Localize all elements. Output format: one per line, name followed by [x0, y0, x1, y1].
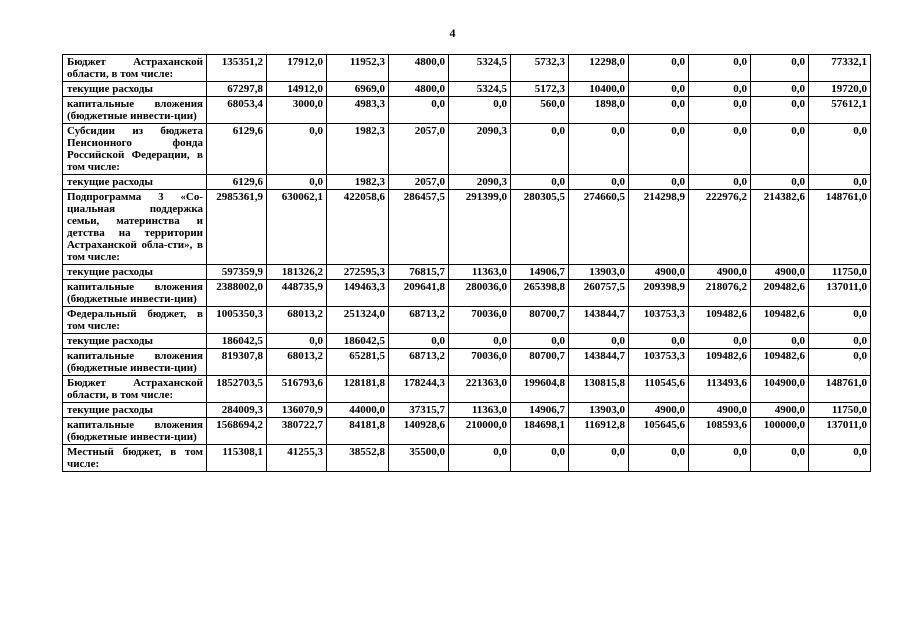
table-cell: 113493,6 — [689, 376, 751, 403]
table-cell: 0,0 — [389, 334, 449, 349]
table-cell: 265398,8 — [511, 280, 569, 307]
table-cell: 143844,7 — [569, 349, 629, 376]
table-cell: 0,0 — [809, 445, 871, 472]
table-cell: 13903,0 — [569, 265, 629, 280]
table-cell: 0,0 — [689, 124, 751, 175]
table-cell: 0,0 — [751, 445, 809, 472]
table-cell: 11750,0 — [809, 403, 871, 418]
table-cell: 17912,0 — [267, 55, 327, 82]
table-row — [63, 445, 871, 472]
table-cell: 0,0 — [511, 334, 569, 349]
table-cell: 109482,6 — [751, 349, 809, 376]
table-cell: 0,0 — [809, 175, 871, 190]
table-cell: 0,0 — [751, 334, 809, 349]
table-cell: 11952,3 — [327, 55, 389, 82]
table-cell: 5732,3 — [511, 55, 569, 82]
table-cell: 560,0 — [511, 97, 569, 124]
table-cell: 6129,6 — [207, 175, 267, 190]
row-label: Субсидии из бюджета Пенсионного фонда Российской Федерации, в том числе: — [63, 124, 207, 175]
table-cell: 104900,0 — [751, 376, 809, 403]
table-cell: 10400,0 — [569, 82, 629, 97]
table-cell: 181326,2 — [267, 265, 327, 280]
table-cell: 6969,0 — [327, 82, 389, 97]
table-cell: 13903,0 — [569, 403, 629, 418]
table-cell: 148761,0 — [809, 190, 871, 265]
table-cell: 0,0 — [629, 97, 689, 124]
table-row — [63, 307, 871, 334]
table-row — [63, 190, 871, 265]
row-label: текущие расходы — [63, 265, 207, 280]
table-cell: 2057,0 — [389, 124, 449, 175]
table-cell: 115308,1 — [207, 445, 267, 472]
table-cell: 135351,2 — [207, 55, 267, 82]
table-cell: 209641,8 — [389, 280, 449, 307]
table-cell: 0,0 — [629, 82, 689, 97]
table-cell: 199604,8 — [511, 376, 569, 403]
table-cell: 0,0 — [809, 307, 871, 334]
row-label: текущие расходы — [63, 175, 207, 190]
table-cell: 130815,8 — [569, 376, 629, 403]
row-label: текущие расходы — [63, 334, 207, 349]
table-cell: 35500,0 — [389, 445, 449, 472]
budget-table — [62, 54, 871, 472]
table-cell: 516793,6 — [267, 376, 327, 403]
table-cell: 184698,1 — [511, 418, 569, 445]
table-cell: 4800,0 — [389, 55, 449, 82]
table-cell: 2090,3 — [449, 175, 511, 190]
row-label: капитальные вложения (бюджетные инвести-ции) — [63, 280, 207, 307]
table-cell: 0,0 — [511, 175, 569, 190]
table-cell: 4900,0 — [689, 265, 751, 280]
table-cell: 109482,6 — [689, 307, 751, 334]
table-cell: 0,0 — [751, 97, 809, 124]
table-cell: 218076,2 — [689, 280, 751, 307]
table-cell: 186042,5 — [327, 334, 389, 349]
table-cell: 136070,9 — [267, 403, 327, 418]
table-cell: 5172,3 — [511, 82, 569, 97]
table-cell: 80700,7 — [511, 349, 569, 376]
table-cell: 14912,0 — [267, 82, 327, 97]
table-cell: 4800,0 — [389, 82, 449, 97]
table-cell: 5324,5 — [449, 55, 511, 82]
table-cell: 0,0 — [449, 97, 511, 124]
table-cell: 6129,6 — [207, 124, 267, 175]
table-row — [63, 265, 871, 280]
table-cell: 0,0 — [689, 97, 751, 124]
table-cell: 0,0 — [689, 445, 751, 472]
table-cell: 210000,0 — [449, 418, 511, 445]
table-cell: 630062,1 — [267, 190, 327, 265]
table-cell: 209398,9 — [629, 280, 689, 307]
table-cell: 0,0 — [389, 97, 449, 124]
table-cell: 0,0 — [689, 175, 751, 190]
table-row — [63, 175, 871, 190]
table-cell: 0,0 — [511, 124, 569, 175]
table-row — [63, 403, 871, 418]
table-cell: 251324,0 — [327, 307, 389, 334]
table-row — [63, 349, 871, 376]
table-cell: 148761,0 — [809, 376, 871, 403]
table-cell: 137011,0 — [809, 280, 871, 307]
row-label: Подпрограмма 3 «Со-циальная поддержка семьи, материнства и детства на территории Астраханской обла-сти», в том числе: — [63, 190, 207, 265]
table-cell: 0,0 — [751, 124, 809, 175]
table-cell: 819307,8 — [207, 349, 267, 376]
table-cell: 422058,6 — [327, 190, 389, 265]
table-cell: 186042,5 — [207, 334, 267, 349]
table-cell: 0,0 — [751, 175, 809, 190]
table-cell: 44000,0 — [327, 403, 389, 418]
table-cell: 0,0 — [267, 334, 327, 349]
table-cell: 68013,2 — [267, 349, 327, 376]
table-cell: 260757,5 — [569, 280, 629, 307]
table-cell: 84181,8 — [327, 418, 389, 445]
table-cell: 1982,3 — [327, 175, 389, 190]
table-cell: 68013,2 — [267, 307, 327, 334]
table-cell: 209482,6 — [751, 280, 809, 307]
row-label: текущие расходы — [63, 82, 207, 97]
table-cell: 38552,8 — [327, 445, 389, 472]
table-cell: 1898,0 — [569, 97, 629, 124]
table-row — [63, 418, 871, 445]
row-label: Бюджет Астраханской области, в том числе: — [63, 376, 207, 403]
page-number: 4 — [449, 26, 456, 40]
table-row — [63, 97, 871, 124]
table-cell: 0,0 — [689, 334, 751, 349]
table-cell: 2985361,9 — [207, 190, 267, 265]
table-cell: 0,0 — [689, 55, 751, 82]
table-cell: 221363,0 — [449, 376, 511, 403]
row-label: капитальные вложения (бюджетные инвести-ции) — [63, 418, 207, 445]
table-cell: 448735,9 — [267, 280, 327, 307]
table-cell: 4900,0 — [751, 265, 809, 280]
table-cell: 272595,3 — [327, 265, 389, 280]
table-cell: 1982,3 — [327, 124, 389, 175]
table-cell: 0,0 — [629, 445, 689, 472]
table-cell: 0,0 — [267, 124, 327, 175]
table-cell: 68713,2 — [389, 349, 449, 376]
table-cell: 11750,0 — [809, 265, 871, 280]
table-cell: 109482,6 — [689, 349, 751, 376]
table-cell: 0,0 — [569, 334, 629, 349]
table-cell: 0,0 — [809, 124, 871, 175]
table-cell: 116912,8 — [569, 418, 629, 445]
table-cell: 149463,3 — [327, 280, 389, 307]
table-cell: 280036,0 — [449, 280, 511, 307]
table-cell: 11363,0 — [449, 265, 511, 280]
table-row — [63, 124, 871, 175]
table-cell: 68053,4 — [207, 97, 267, 124]
table-cell: 4900,0 — [629, 265, 689, 280]
table-cell: 3000,0 — [267, 97, 327, 124]
table-cell: 65281,5 — [327, 349, 389, 376]
table-cell: 41255,3 — [267, 445, 327, 472]
table-cell: 0,0 — [809, 349, 871, 376]
table-cell: 76815,7 — [389, 265, 449, 280]
table-cell: 103753,3 — [629, 349, 689, 376]
table-cell: 286457,5 — [389, 190, 449, 265]
table-cell: 0,0 — [629, 334, 689, 349]
table-row — [63, 55, 871, 82]
table-cell: 1568694,2 — [207, 418, 267, 445]
table-cell: 0,0 — [449, 334, 511, 349]
table-cell: 19720,0 — [809, 82, 871, 97]
row-label: текущие расходы — [63, 403, 207, 418]
table-cell: 0,0 — [809, 334, 871, 349]
table-cell: 105645,6 — [629, 418, 689, 445]
table-cell: 0,0 — [569, 175, 629, 190]
table-cell: 4900,0 — [751, 403, 809, 418]
table-cell: 0,0 — [751, 82, 809, 97]
table-cell: 5324,5 — [449, 82, 511, 97]
table-row — [63, 82, 871, 97]
table-cell: 274660,5 — [569, 190, 629, 265]
table-cell: 291399,0 — [449, 190, 511, 265]
table-cell: 12298,0 — [569, 55, 629, 82]
table-cell: 143844,7 — [569, 307, 629, 334]
table-cell: 0,0 — [751, 55, 809, 82]
table-cell: 70036,0 — [449, 307, 511, 334]
table-cell: 14906,7 — [511, 265, 569, 280]
table-cell: 1005350,3 — [207, 307, 267, 334]
table-cell: 214382,6 — [751, 190, 809, 265]
table-cell: 1852703,5 — [207, 376, 267, 403]
table-cell: 110545,6 — [629, 376, 689, 403]
table-cell: 109482,6 — [751, 307, 809, 334]
table-cell: 0,0 — [629, 55, 689, 82]
table-cell: 14906,7 — [511, 403, 569, 418]
row-label: Бюджет Астраханской области, в том числе: — [63, 55, 207, 82]
table-cell: 57612,1 — [809, 97, 871, 124]
table-cell: 68713,2 — [389, 307, 449, 334]
table-cell: 37315,7 — [389, 403, 449, 418]
table-cell: 214298,9 — [629, 190, 689, 265]
row-label: капитальные вложения (бюджетные инвести-ции) — [63, 97, 207, 124]
table-cell: 137011,0 — [809, 418, 871, 445]
table-cell: 2057,0 — [389, 175, 449, 190]
table-cell: 0,0 — [449, 445, 511, 472]
table-cell: 0,0 — [629, 124, 689, 175]
table-cell: 0,0 — [569, 124, 629, 175]
table-cell: 4900,0 — [629, 403, 689, 418]
table-cell: 222976,2 — [689, 190, 751, 265]
table-cell: 280305,5 — [511, 190, 569, 265]
table-cell: 11363,0 — [449, 403, 511, 418]
table-cell: 77332,1 — [809, 55, 871, 82]
table-cell: 284009,3 — [207, 403, 267, 418]
table-cell: 4983,3 — [327, 97, 389, 124]
table-cell: 0,0 — [267, 175, 327, 190]
table-cell: 597359,9 — [207, 265, 267, 280]
table-cell: 67297,8 — [207, 82, 267, 97]
table-cell: 0,0 — [511, 445, 569, 472]
table-cell: 103753,3 — [629, 307, 689, 334]
table-row — [63, 376, 871, 403]
row-label: капитальные вложения (бюджетные инвести-ции) — [63, 349, 207, 376]
table-cell: 178244,3 — [389, 376, 449, 403]
table-cell: 80700,7 — [511, 307, 569, 334]
table-cell: 0,0 — [569, 445, 629, 472]
table-cell: 0,0 — [689, 82, 751, 97]
table-cell: 100000,0 — [751, 418, 809, 445]
row-label: Местный бюджет, в том числе: — [63, 445, 207, 472]
table-cell: 108593,6 — [689, 418, 751, 445]
table-row — [63, 334, 871, 349]
table-cell: 128181,8 — [327, 376, 389, 403]
table-cell: 4900,0 — [689, 403, 751, 418]
table-cell: 70036,0 — [449, 349, 511, 376]
table-row — [63, 280, 871, 307]
row-label: Федеральный бюджет, в том числе: — [63, 307, 207, 334]
table-cell: 2090,3 — [449, 124, 511, 175]
table-cell: 140928,6 — [389, 418, 449, 445]
table-cell: 380722,7 — [267, 418, 327, 445]
table-cell: 2388002,0 — [207, 280, 267, 307]
table-cell: 0,0 — [629, 175, 689, 190]
